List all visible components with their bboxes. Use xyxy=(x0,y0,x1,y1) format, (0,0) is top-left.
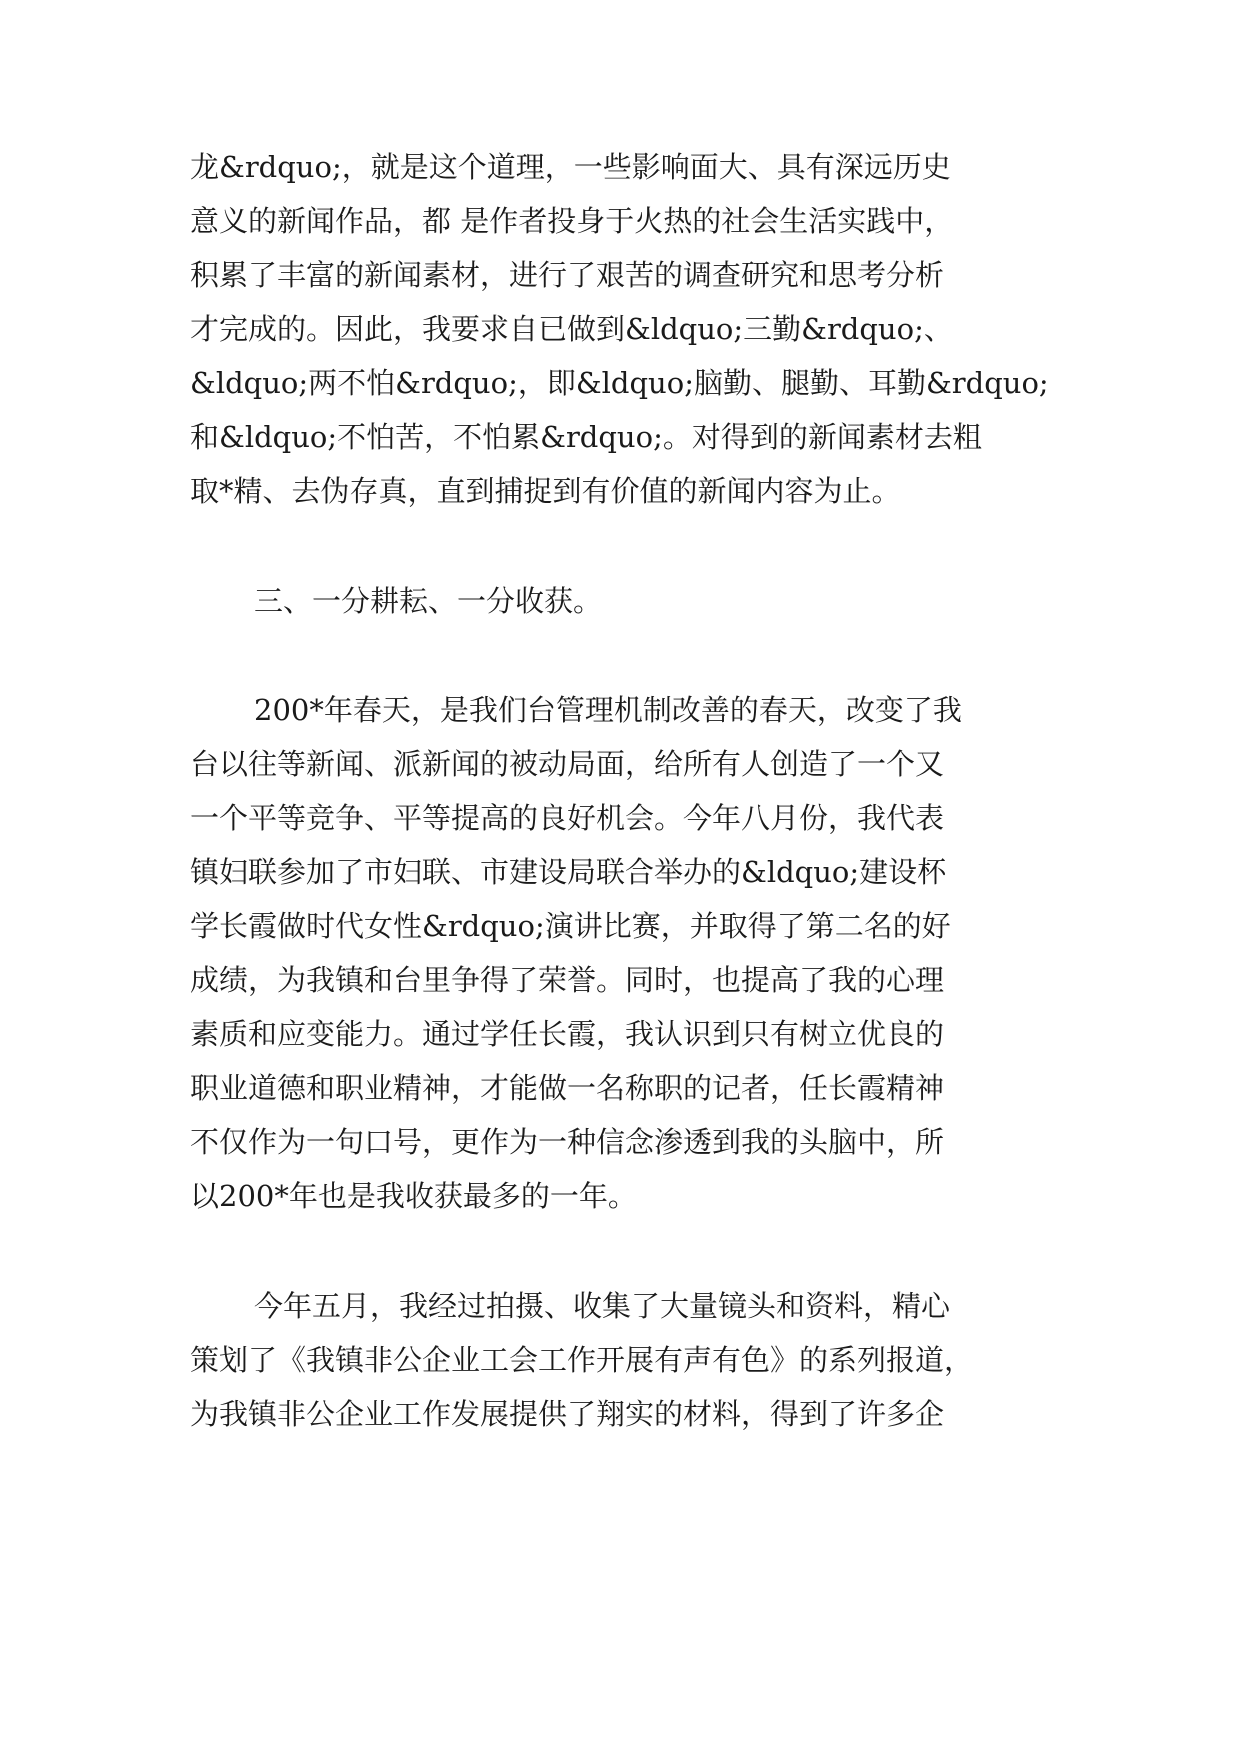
text-line: 成绩，为我镇和台里争得了荣誉。同时，也提高了我的心理 xyxy=(190,963,945,997)
text-line: 镇妇联参加了市妇联、市建设局联合举办的&ldquo;建设杯 xyxy=(190,855,947,889)
text-line: 今年五月，我经过拍摄、收集了大量镜头和资料，精心 xyxy=(254,1289,951,1323)
text-line: 学长霞做时代女性&rdquo;演讲比赛，并取得了第二名的好 xyxy=(190,909,951,943)
text-line: 龙&rdquo;，就是这个道理，一些影响面大、具有深远历史 xyxy=(190,150,951,184)
text-line: 一个平等竞争、平等提高的良好机会。今年八月份，我代表 xyxy=(190,801,945,835)
text-line: &ldquo;两不怕&rdquo;，即&ldquo;脑勤、腿勤、耳勤&rdquo; xyxy=(190,366,1049,400)
text-line: 200*年春天，是我们台管理机制改善的春天，改变了我 xyxy=(254,693,962,727)
text-line: 不仅作为一句口号，更作为一种信念渗透到我的头脑中，所 xyxy=(190,1125,945,1159)
text-line: 职业道德和职业精神，才能做一名称职的记者，任长霞精神 xyxy=(190,1071,945,1105)
text-line: 为我镇非公企业工作发展提供了翔实的材料，得到了许多企 xyxy=(190,1397,945,1431)
text-line: 台以往等新闻、派新闻的被动局面，给所有人创造了一个又 xyxy=(190,747,945,781)
text-line: 才完成的。因此，我要求自已做到&ldquo;三勤&rdquo;、 xyxy=(190,312,953,346)
text-line: 素质和应变能力。通过学任长霞，我认识到只有树立优良的 xyxy=(190,1017,945,1051)
text-line: 积累了丰富的新闻素材，进行了艰苦的调查研究和思考分析 xyxy=(190,258,945,292)
text-line: 意义的新闻作品，都 是作者投身于火热的社会生活实践中， xyxy=(190,204,954,238)
text-line: 以200*年也是我收获最多的一年。 xyxy=(190,1179,637,1213)
text-line: 取*精、去伪存真，直到捕捉到有价值的新闻内容为止。 xyxy=(190,474,901,508)
text-line: 和&ldquo;不怕苦，不怕累&rdquo;。对得到的新闻素材去粗 xyxy=(190,420,982,454)
heading-text: 三、一分耕耘、一分收获。 xyxy=(254,584,603,618)
text-line: 策划了《我镇非公企业工会工作开展有声有色》的系列报道， xyxy=(190,1343,974,1377)
